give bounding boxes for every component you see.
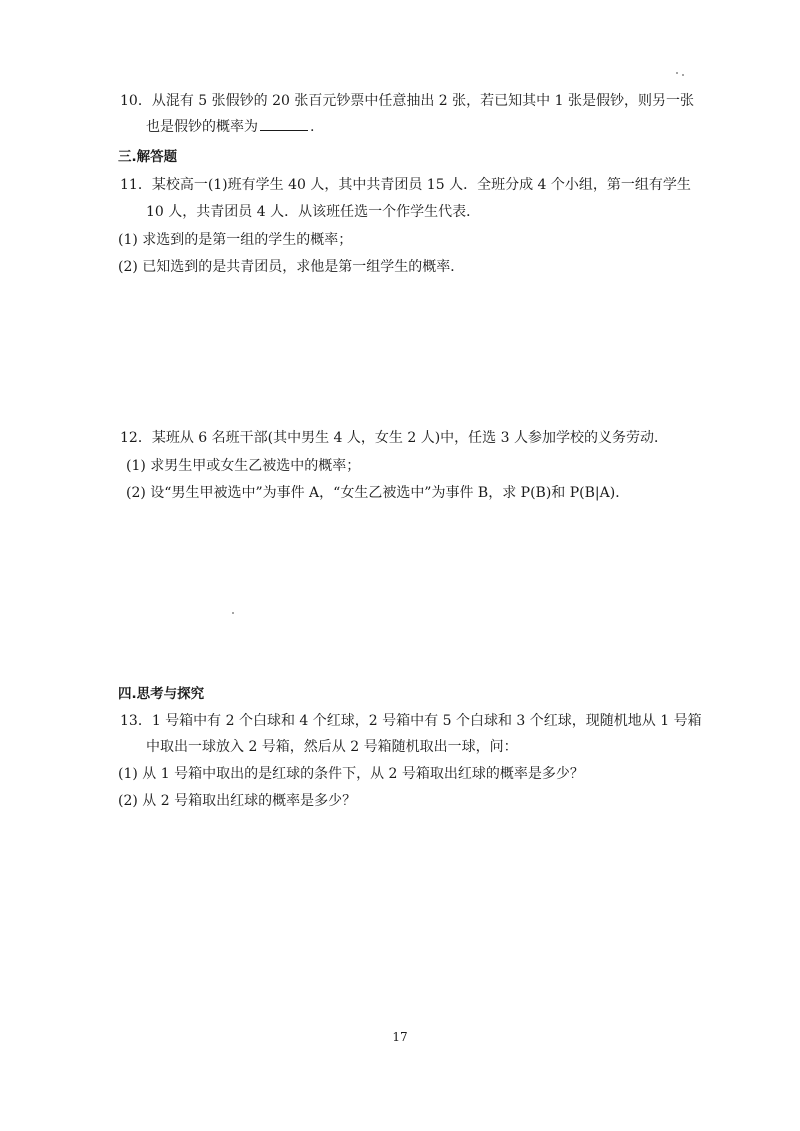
page-number: 17 — [392, 1030, 408, 1044]
q10-line-1: 10．从混有 5 张假钞的 20 张百元钞票中任意抽出 2 张，若已知其中 1 张是假钞，则另一张 — [120, 93, 694, 109]
scan-speck — [676, 72, 678, 74]
answer-blank[interactable] — [260, 118, 308, 131]
q13-line-2: 中取出一球放入 2 号箱，然后从 2 号箱随机取出一球，问： — [146, 739, 518, 755]
q10-line-2-text: 也是假钞的概率为 — [146, 119, 258, 135]
q13-line-1: 13．1 号箱中有 2 个白球和 4 个红球，2 号箱中有 5 个白球和 3 个红球，现随机地从 1 号箱 — [120, 713, 702, 729]
q13-part-2: (2) 从 2 号箱取出红球的概率是多少？ — [118, 793, 357, 809]
q11-part-2: (2) 已知选到的是共青团员，求他是第一组学生的概率． — [118, 259, 465, 275]
scan-speck — [232, 612, 234, 614]
q10-line-2-end: . — [310, 119, 315, 135]
q11-part-1: (1) 求选到的是第一组的学生的概率； — [118, 232, 353, 248]
section-3-heading: 三.解答题 — [118, 149, 178, 165]
q13-part-1: (1) 从 1 号箱中取出的是红球的条件下，从 2 号箱取出红球的概率是多少？ — [118, 766, 584, 782]
q12-part-1: (1) 求男生甲或女生乙被选中的概率； — [126, 458, 361, 474]
q12-part-2: (2) 设“男生甲被选中”为事件 A，“女生乙被选中”为事件 B，求 P(B)和 P(B|A)． — [126, 485, 630, 501]
q10-line-2 — [146, 118, 314, 136]
scan-speck — [682, 74, 684, 76]
q11-line-1: 11．某校高一(1)班有学生 40 人，其中共青团员 15 人．全班分成 4 个小组，第一组有学生 — [120, 177, 691, 193]
q11-line-2: 10 人，共青团员 4 人．从该班任选一个作学生代表． — [146, 204, 481, 220]
section-4-heading: 四.思考与探究 — [118, 686, 205, 702]
q12-line-1: 12．某班从 6 名班干部(其中男生 4 人，女生 2 人)中，任选 3 人参加学校的义务劳动． — [120, 430, 668, 446]
